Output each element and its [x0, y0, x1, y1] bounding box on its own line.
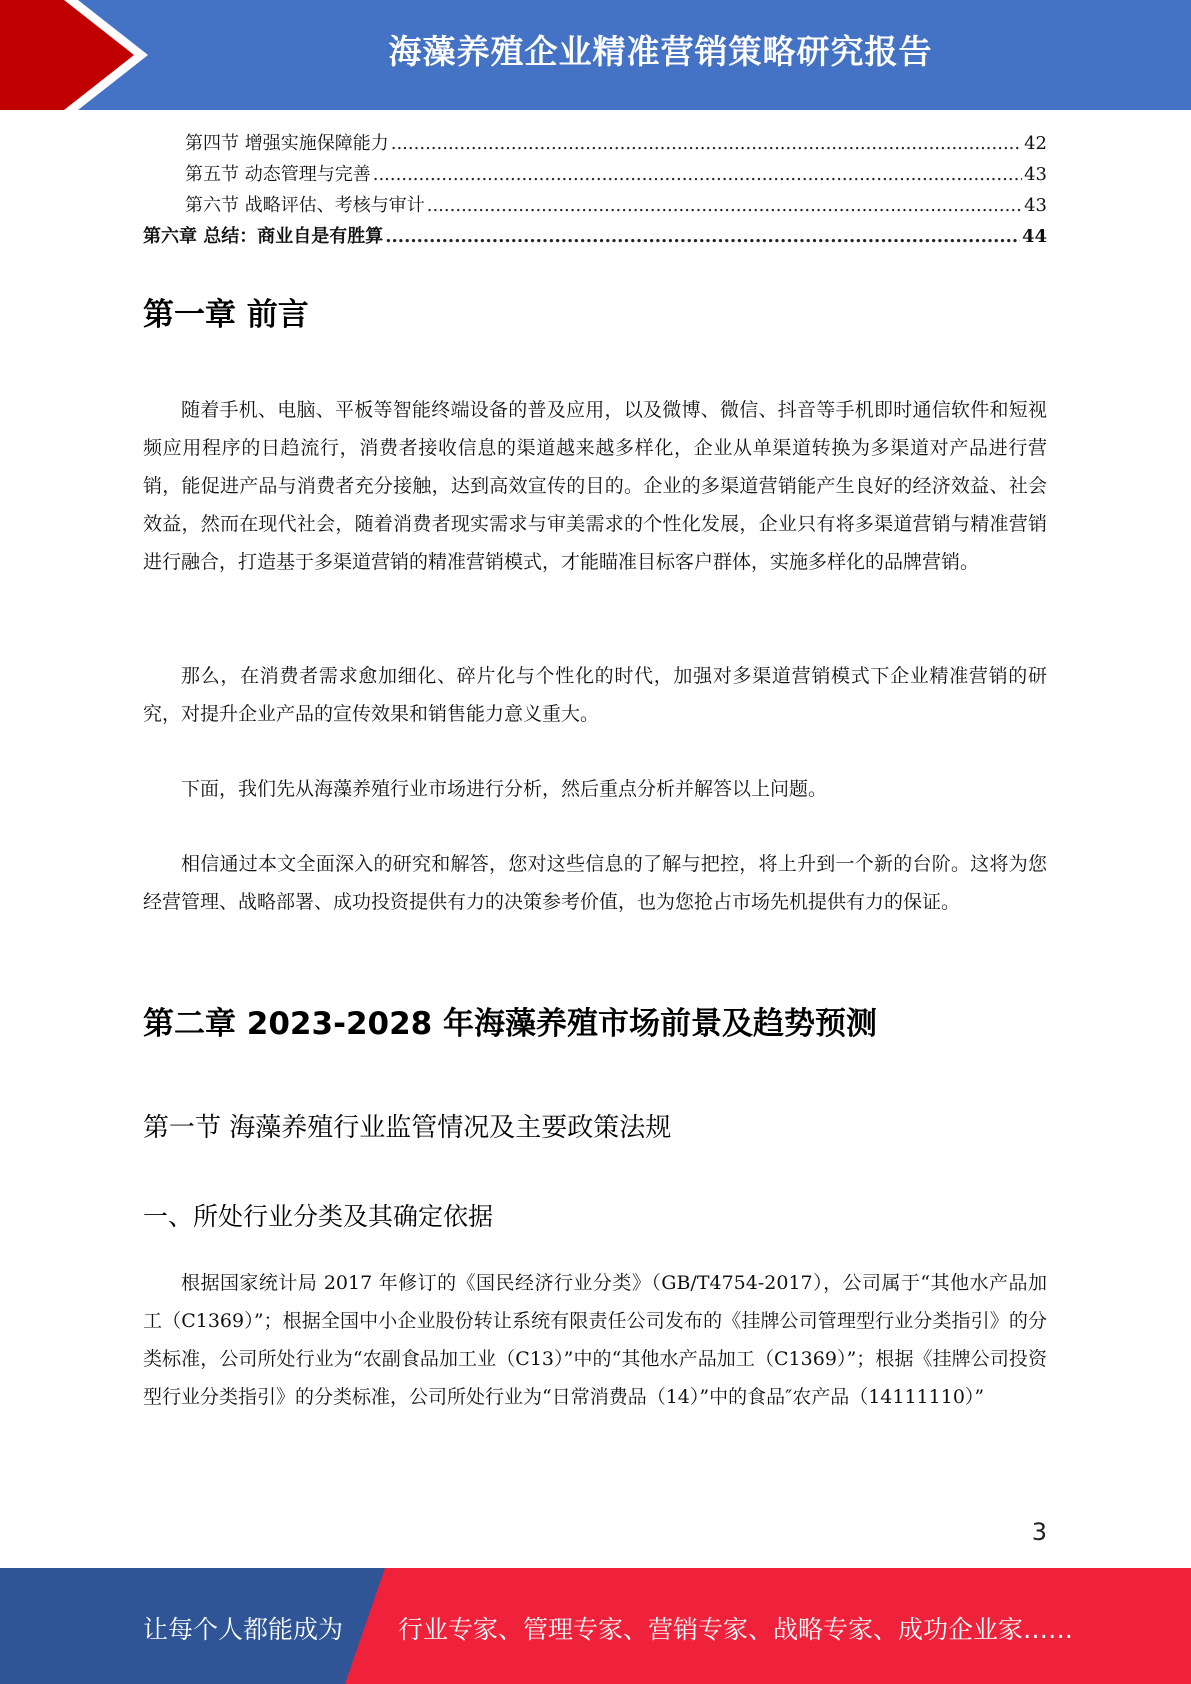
toc-leader-dots: [427, 190, 1022, 221]
toc-leader-dots: [373, 159, 1022, 190]
subsection-paragraph: 根据国家统计局 2017 年修订的《国民经济行业分类》（GB/T4754-2017），公司属于“其他水产品加工（C1369）”；根据全国中小企业股份转让系统有限责任公司发布的《挂牌公司管理型行业分类指引》的分类标准，公司所处行业为“农副食品加工业（C13）”中的“其他水产品加工（C1369）”；根据《挂牌公司投资型行业分类指引》的分类标准，公司所处行业为“日常消费品（14）”中的食品″农产品（14111110）”: [143, 1272, 1047, 1408]
footer-slogan-right: 行业专家、管理专家、营销专家、战略专家、成功企业家……: [398, 1615, 1074, 1644]
chapter1-paragraph: 那么，在消费者需求愈加细化、碎片化与个性化的时代，加强对多渠道营销模式下企业精准营销的研究，对提升企业产品的宣传效果和销售能力意义重大。: [143, 665, 1047, 725]
toc-item-page: 44: [1021, 226, 1047, 247]
toc-chapter-item[interactable]: [143, 221, 1047, 252]
page-number: 3: [1031, 1518, 1047, 1546]
chapter1-paragraph: 随着手机、电脑、平板等智能终端设备的普及应用，以及微博、微信、抖音等手机即时通信软件和短视频应用程序的日趋流行，消费者接收信息的渠道越来越多样化，企业从单渠道转换为多渠道对产品进行营销，能促进产品与消费者充分接触，达到高效宣传的目的。企业的多渠道营销能产生良好的经济效益、社会效益，然而在现代社会，随着消费者现实需求与审美需求的个性化发展，企业只有将多渠道营销与精准营销进行融合，打造基于多渠道营销的精准营销模式，才能瞄准目标客户群体，实施多样化的品牌营销。: [143, 399, 1047, 573]
toc-item-page: 43: [1024, 164, 1047, 185]
toc-item[interactable]: [143, 128, 1047, 159]
header-banner: [0, 0, 1191, 110]
chapter1-paragraph: 下面，我们先从海藻养殖行业市场进行分析，然后重点分析并解答以上问题。: [181, 778, 828, 800]
toc-item-label: 第五节 动态管理与完善: [185, 164, 371, 185]
footer-slogan-left: 让每个人都能成为: [143, 1615, 344, 1644]
section-heading: 第一节 海藻养殖行业监管情况及主要政策法规: [143, 1113, 672, 1143]
toc-leader-dots: [385, 221, 1020, 252]
subsection-heading: 一、所处行业分类及其确定依据: [143, 1202, 494, 1231]
chapter1-heading: 第一章 前言: [143, 297, 309, 333]
toc-item-page: 43: [1024, 195, 1047, 216]
chapter1-paragraph: 相信通过本文全面深入的研究和解答，您对这些信息的了解与把控，将上升到一个新的台阶。这将为您经营管理、战略部署、成功投资提供有力的决策参考价值，也为您抢占市场先机提供有力的保证。: [143, 853, 1047, 913]
toc-item[interactable]: [143, 190, 1047, 221]
toc-item[interactable]: [143, 159, 1047, 190]
header-arrow-decoration: [0, 0, 160, 110]
toc-item-page: 42: [1024, 133, 1047, 154]
toc-item-label: 第六章 总结：商业自是有胜算: [143, 226, 384, 247]
footer-banner: [0, 1568, 1191, 1684]
toc-leader-dots: [391, 128, 1022, 159]
report-title: 海藻养殖企业精准营销策略研究报告: [388, 32, 933, 71]
toc-item-label: 第四节 增强实施保障能力: [185, 133, 389, 154]
chapter2-heading: 第二章 2023-2028 年海藻养殖市场前景及趋势预测: [143, 1006, 878, 1042]
table-of-contents: [143, 128, 1047, 252]
toc-item-label: 第六节 战略评估、考核与审计: [185, 195, 425, 216]
